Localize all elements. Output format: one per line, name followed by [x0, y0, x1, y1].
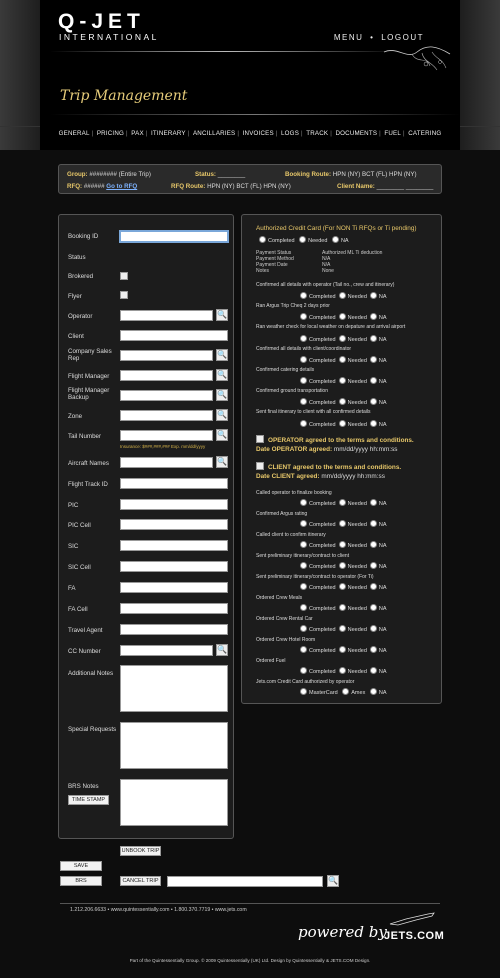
- client-agree-date: Date CLIENT agreed: mm/dd/yyyy hh:mm:ss: [256, 473, 385, 480]
- tab-documents[interactable]: DOCUMENTS: [335, 130, 378, 137]
- footer-copyright: Part of the Quintessentially Group. © 2009 Quintessentially (UK) Ltd. Design by Quintessentially & JETS.COM Design.: [129, 958, 371, 963]
- flight-manager-backup-label: Flight Manager Backup: [68, 387, 110, 401]
- check-radio-row: Completed Needed NA: [297, 625, 387, 633]
- zone-lookup-icon[interactable]: 🔍: [217, 410, 227, 419]
- flight-manager-input[interactable]: [120, 370, 213, 381]
- brs-notes-label: BRS Notes: [68, 783, 99, 790]
- cancel-reason-input[interactable]: [167, 876, 323, 887]
- status-label: Status: [68, 254, 86, 261]
- main-content: [40, 150, 460, 910]
- travel-agent-input[interactable]: [120, 624, 228, 635]
- check-item: Confirmed all details with client/coordinator: [256, 346, 352, 352]
- booking-id-input[interactable]: [119, 230, 229, 243]
- check-item: Ordered Fuel: [256, 658, 286, 664]
- check-item: Sent final itinerary to client with all confirmed details: [256, 409, 371, 415]
- pic-cell-input[interactable]: [120, 519, 228, 530]
- footer-divider: [60, 903, 440, 904]
- section-title: Trip Management: [60, 88, 188, 104]
- tab-invoices[interactable]: INVOICES: [242, 130, 274, 137]
- payment-method-label: Payment Method: [256, 256, 294, 262]
- check-radio-row: Completed Needed NA: [297, 541, 387, 549]
- notes-value: None: [322, 268, 334, 274]
- menu-separator: •: [370, 33, 375, 42]
- special-requests-textarea[interactable]: [120, 722, 228, 769]
- client-name-value: ________ ________: [376, 183, 434, 190]
- brs-notes-textarea[interactable]: [120, 779, 228, 826]
- client-agree: CLIENT agreed to the terms and conditions.: [256, 462, 401, 471]
- header: [40, 0, 460, 150]
- sic-cell-input[interactable]: [120, 561, 228, 572]
- booking-details-panel: [58, 214, 234, 839]
- tab-fuel[interactable]: FUEL: [384, 130, 402, 137]
- pic-label: PIC: [68, 502, 79, 509]
- tab-pricing[interactable]: PRICING: [96, 130, 125, 137]
- group-value: ######## (Entire Trip): [89, 171, 151, 178]
- operator-agree-checkbox[interactable]: [256, 435, 264, 443]
- check-radio-row: Completed Needed NA: [297, 583, 387, 591]
- check-radio-row: Completed Needed NA: [297, 667, 387, 675]
- check-item: Called client to confirm itinerary: [256, 532, 326, 538]
- operator-lookup-icon[interactable]: 🔍: [217, 310, 227, 319]
- check-item: Sent preliminary itinerary/contract to client: [256, 553, 350, 559]
- main-nav: GENERAL | PRICING | PAX | ITINERARY | ANCILLARIES | INVOICES | LOGS | TRACK | DOCUMENTS | FUEL | CATERING: [58, 130, 442, 137]
- footer: [0, 900, 500, 978]
- fa-label: FA: [68, 585, 76, 592]
- special-requests-label: Special Requests: [68, 726, 117, 733]
- check-radio-row: Completed Needed NA: [297, 646, 387, 654]
- aircraft-names-label: Aircraft Names: [68, 460, 109, 467]
- check-item: Ordered Crew Meals: [256, 595, 303, 601]
- rfq-route-label: RFQ Route:: [171, 183, 206, 190]
- check-item: Confirmed ground transportation: [256, 388, 328, 394]
- check-item: Confirmed all details with operator (Tail no., crew and itinerary): [256, 282, 395, 288]
- check-radio-row: Completed Needed NA: [297, 335, 387, 343]
- travel-agent-label: Travel Agent: [68, 627, 103, 634]
- aircraft-lookup-icon[interactable]: 🔍: [217, 457, 227, 466]
- check-item: Ordered Crew Rental Car: [256, 616, 313, 622]
- rfq-route-value: HPN (NY) BCT (FL) HPN (NY): [207, 183, 291, 190]
- radio-completed[interactable]: [259, 236, 266, 243]
- client-input[interactable]: [120, 330, 228, 341]
- check-item: Ran Argus Trip Cheq 2 days prior: [256, 303, 330, 309]
- operator-agree: OPERATOR agreed to the terms and conditions.: [256, 435, 414, 444]
- check-item: Ordered Crew Hotel Room: [256, 637, 316, 643]
- logout-link[interactable]: LOGOUT: [381, 33, 424, 42]
- check-radio-row: Completed Needed NA: [297, 313, 387, 321]
- tab-itinerary[interactable]: ITINERARY: [151, 130, 186, 137]
- additional-notes-label: Additional Notes: [68, 670, 114, 677]
- cc-number-input[interactable]: [120, 645, 213, 656]
- flight-track-id-input[interactable]: [120, 478, 228, 489]
- check-radio-row: Completed Needed NA: [297, 377, 387, 385]
- payment-status-label: Payment Status: [256, 250, 292, 256]
- sic-input[interactable]: [120, 540, 228, 551]
- tab-catering[interactable]: CATERING: [408, 130, 442, 137]
- payment-date-label: Payment Date: [256, 262, 288, 268]
- check-radio-row: Completed Needed NA: [297, 520, 387, 528]
- tab-general[interactable]: GENERAL: [58, 130, 90, 137]
- additional-notes-textarea[interactable]: [120, 665, 228, 712]
- jets-logo[interactable]: JETS.COM: [384, 930, 445, 942]
- fa-input[interactable]: [120, 582, 228, 593]
- save-button[interactable]: SAVE: [60, 861, 102, 871]
- payment-date-value: N/A: [322, 262, 331, 268]
- client-name-label: Client Name:: [337, 183, 375, 190]
- title-divider: [50, 114, 460, 115]
- powered-by: powered by: [298, 923, 387, 941]
- group-label: Group:: [67, 171, 88, 178]
- sic-cell-label: SIC Cell: [68, 564, 91, 571]
- check-radio-row: Completed Needed NA: [297, 499, 387, 507]
- cc-number-label: CC Number: [68, 648, 101, 655]
- flight-track-id-label: Flight Track ID: [68, 481, 108, 488]
- jet-logo-icon: [388, 911, 436, 927]
- rfq-label: RFQ:: [67, 183, 83, 190]
- company-sales-rep-label: Company Sales Rep: [68, 348, 112, 362]
- fa-cell-label: FA Cell: [68, 606, 88, 613]
- brokered-checkbox[interactable]: [120, 272, 128, 280]
- status-label: Status:: [195, 171, 216, 178]
- rfq-value: ######: [83, 183, 105, 190]
- company-sales-rep-input[interactable]: [120, 350, 213, 361]
- backup-lookup-icon[interactable]: 🔍: [217, 390, 227, 399]
- zone-label: Zone: [68, 413, 83, 420]
- logo-subtitle: INTERNATIONAL: [59, 32, 159, 42]
- tab-ancillaries[interactable]: ANCILLARIES: [192, 130, 236, 137]
- tail-number-input[interactable]: [120, 430, 213, 441]
- check-item: Sent preliminary itinerary/contract to operator (For Ti): [256, 574, 374, 580]
- operator-label: Operator: [68, 313, 93, 320]
- radio-na[interactable]: [370, 688, 377, 695]
- operator-agree-date: Date OPERATOR agreed: mm/dd/yyyy hh:mm:ss: [256, 446, 398, 453]
- radio-na[interactable]: [332, 236, 339, 243]
- booking-id-label: Booking ID: [68, 233, 99, 240]
- flight-manager-backup-input[interactable]: [120, 390, 213, 401]
- flyer-label: Flyer: [68, 293, 82, 300]
- checklist-panel: [241, 214, 442, 704]
- flyer-checkbox[interactable]: [120, 291, 128, 299]
- operator-input[interactable]: [120, 310, 213, 321]
- check-radio-row: Completed Needed NA: [297, 398, 387, 406]
- brokered-label: Brokered: [68, 273, 94, 280]
- payment-method-value: N/A: [322, 256, 331, 262]
- top-menu: [334, 33, 424, 42]
- check-item: Confirmed Argus rating: [256, 511, 308, 517]
- status-value: ________: [217, 171, 246, 178]
- booking-route-value: HPN (NY) BCT (FL) HPN (NY): [332, 171, 417, 178]
- check-radio-row: Completed Needed NA: [297, 420, 387, 428]
- check-item: Ran weather check for local weather on depature and arrival airport: [256, 324, 406, 330]
- booking-route-label: Booking Route:: [285, 171, 332, 178]
- cancel-lookup-icon[interactable]: 🔍: [328, 876, 338, 885]
- cancel-trip-button[interactable]: CANCEL TRIP: [120, 876, 161, 886]
- cc-title: Authorized Credit Card (For NON Ti RFQs or Ti pending): [256, 225, 417, 232]
- sic-label: SIC: [68, 543, 79, 550]
- check-item: Called operator to finalize booking: [256, 490, 332, 496]
- card-radio-row: MasterCard Amex NA: [297, 688, 387, 696]
- trip-info-box: [58, 164, 442, 194]
- payment-status-value: Authorized ML Ti deduction: [322, 250, 383, 256]
- fa-cell-input[interactable]: [120, 603, 228, 614]
- unbook-trip-button[interactable]: UNBOOK TRIP: [121, 848, 160, 854]
- check-radio-row: Completed Needed NA: [297, 356, 387, 364]
- tab-pax[interactable]: PAX: [131, 130, 144, 137]
- radio-amex[interactable]: [342, 688, 349, 695]
- check-radio-row: Completed Needed NA: [297, 562, 387, 570]
- time-stamp-button[interactable]: TIME STAMP: [68, 795, 109, 805]
- check-radio-row: Completed Needed NA: [297, 604, 387, 612]
- pic-input[interactable]: [120, 499, 228, 510]
- brs-button[interactable]: BRS: [60, 876, 102, 886]
- jets-cc-label: Jets.com Credit Card authorized by operator: [256, 679, 355, 685]
- zone-input[interactable]: [120, 410, 213, 421]
- cc-radio-row: Completed Needed NA: [256, 236, 349, 244]
- logo[interactable]: Q-JET: [58, 10, 145, 33]
- flight-manager-label: Flight Manager: [68, 373, 110, 380]
- tab-logs[interactable]: LOGS: [281, 130, 300, 137]
- check-radio-row: Completed Needed NA: [297, 292, 387, 300]
- header-divider: [50, 51, 400, 52]
- cc-lookup-icon[interactable]: 🔍: [217, 645, 227, 654]
- notes-label: Notes: [256, 268, 270, 274]
- tail-lookup-icon[interactable]: 🔍: [217, 430, 227, 439]
- menu-link[interactable]: MENU: [333, 33, 364, 42]
- sales-rep-lookup-icon[interactable]: 🔍: [217, 350, 227, 359]
- pic-cell-label: PIC Cell: [68, 522, 91, 529]
- go-to-rfq-link[interactable]: Go to RFQ: [106, 183, 138, 190]
- flight-manager-lookup-icon[interactable]: 🔍: [217, 370, 227, 379]
- check-item: Confirmed catering details: [256, 367, 315, 373]
- aircraft-names-input[interactable]: [120, 457, 213, 468]
- tab-track[interactable]: TRACK: [306, 130, 329, 137]
- radio-needed[interactable]: [299, 236, 306, 243]
- radio-mastercard[interactable]: [300, 688, 307, 695]
- client-agree-checkbox[interactable]: [256, 462, 264, 470]
- tail-number-label: Tail Number: [68, 433, 102, 440]
- ornament-swirl-icon: [382, 42, 452, 76]
- client-label: Client: [68, 333, 84, 340]
- footer-contact: 1.212.206.6633 • www.quintessentially.com • 1.800.370.7719 • www.jets.com: [70, 907, 247, 913]
- insurance-hint: Insurance: $###,###,### Exp. mm/dd/yyyy: [120, 444, 206, 449]
